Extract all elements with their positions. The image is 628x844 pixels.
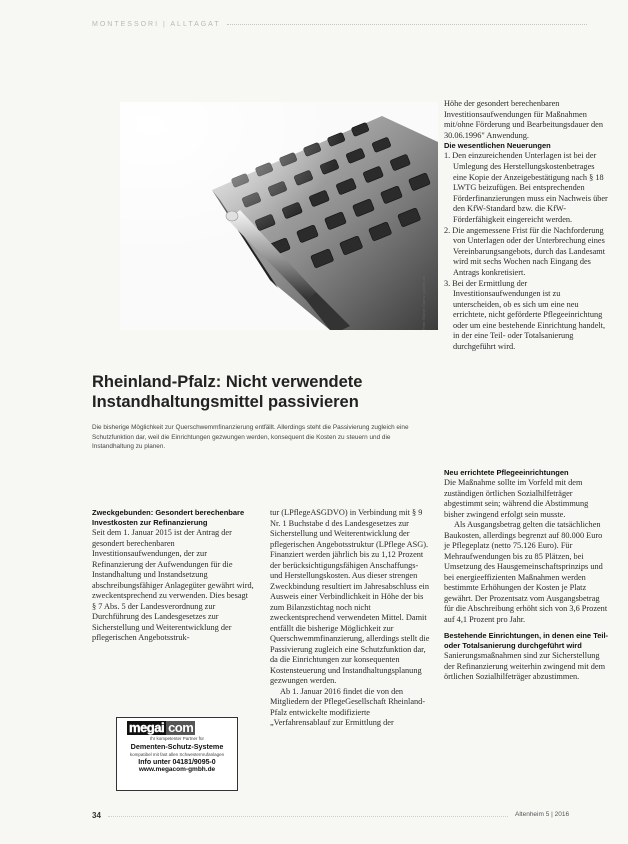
neuerungen-heading: Die wesentlichen Neuerungen: [444, 141, 551, 151]
logo-part-2: com: [168, 720, 194, 735]
ad-website-link[interactable]: www.megacom-gmbh.de: [138, 765, 216, 773]
title-line-2: Instandhaltungsmittel passivieren: [92, 393, 359, 411]
list-item: 1. Den einzureichenden Unterlagen ist bei der Umlegung des Herstellungskostenbetrages eine Kopie der Anzeigebestätigung nach § 18 LWTG beizufügen. Bei entsprechenden Förderfinanzierungen muss ein Nachweis über den KfW-Standard bzw. die KfW-Förderfähigkeit eingereicht werden.: [444, 151, 608, 224]
article-lead: Die bisherige Möglichkeit zur Querschwemmfinanzierung entfällt. Allerdings steht die Passivierung zugleich eine Schutzfunktion dar, weil die Einrichtungen gezwungen werden, konsequent die Kosten zu steuern und die Instandhaltung zu planen.: [92, 424, 409, 450]
col-b-paragraph-2: Ab 1. Januar 2016 findet die von den Mitgliedern der PflegeGesellschaft Rheinland-Pfalz entwickelte modifizierte „Verfahrensablauf zur Ermittlung der: [270, 686, 426, 727]
calculator-photo: [120, 102, 438, 330]
list-item: 3. Bei der Ermittlung der Investitionsaufwendungen ist zu unterscheiden, ob es sich um eine neu errichtete, nicht geförderte Pflegeeinrichtung oder um eine bestehende Einrichtung handelt, in der eine Teil- oder Totalsanierung durchgeführt wird.: [444, 278, 606, 352]
photo-credit: Foto: Rainer Sturm / pixelio.de: [421, 275, 426, 330]
col-c-heading-2: Bestehende Einrichtungen, in denen eine Teil- oder Totalsanierung durchgeführt wird: [444, 631, 609, 650]
footer-rule: [108, 816, 508, 817]
right-intro: Höhe der gesondert berechenbaren Investitionsaufwendungen für Maßnahmen mit/ohne Förderung und Bearbeitungsdauer den 30.06.1996" Anwendung.: [444, 99, 603, 140]
page-number: 34: [92, 811, 101, 820]
column-b: [270, 508, 432, 729]
title-line-1: Rheinland-Pfalz: Nicht verwendete: [92, 373, 363, 391]
col-c-paragraph-1: Die Maßnahme sollte im Vorfeld mit dem zuständigen örtlichen Sozialhilfeträger abgestimmt sein; während die Abstimmung bisher zwingend erfolgt sein musste.: [444, 478, 589, 519]
ad-tagline: Ihr kompetenter Partner für: [149, 736, 205, 741]
calculator-image: [120, 102, 438, 330]
section-label: MONTESSORI | ALLTAGAT: [92, 21, 221, 28]
column-a: [92, 508, 254, 644]
col-a-body: Seit dem 1. Januar 2015 ist der Antrag der gesondert berechenbaren Investitionsaufwendungen, der zur Refinanzierung der Aufwendungen für die Instandhaltung und Instandsetzung abschreibungsfähiger Anlagegüter gewährt wird, zweckentsprechend zu verwenden. Dies besagt § 7 Abs. 5 der Landesverordnung zur Durchführung des Landesgesetzes zur Sicherstellung und Weiterentwicklung der pflegerischen Angebotsstruk-: [92, 528, 254, 642]
logo-part-1: megai: [129, 720, 165, 735]
ad-compat: kompatibel mit fast allen Schwesternrufanlagen: [129, 752, 225, 757]
list-item: 2. Die angemessene Frist für die Nachforderung von Unterlagen oder der Unterbrechung eines Vereinbarungsangebots, durch das Landesamt wird mit sechs Wochen nach Eingang des Antrags konkretisiert.: [444, 225, 606, 277]
ad-phone: Info unter 04181/9095-0: [138, 758, 216, 766]
col-b-paragraph-1: tur (LPflegeASGDVO) in Verbindung mit § 9 Nr. 1 Buchstabe d des Landesgesetzes zur Sicherstellung und Weiterentwicklung der pflegerischen Angebotsstruktur (LPflege ASG). Finanziert werden jährlich bis zu 1,12 Prozent der berücksichtigungsfähigen Anschaffungs- und Herstellungskosten. Aus dieser strengen Zweckbindung resultiert im Jahresabschluss ein Ausweis einer Verbindlichkeit in Höhe der bis zum Bilanzstichtag noch nicht zweckentsprechend verwendeten Mittel. Damit entfällt die bisherige Möglichkeit zur Querschwemmfinanzierung, allerdings stellt die Passivierung zugleich eine Schutzfunktion dar, da die Einrichtungen zur konsequenten Kostensteuerung und Instandhaltungsplanung gezwungen werden.: [270, 508, 430, 685]
col-c-paragraph-3: Sanierungsmaßnahmen sind zur Sicherstellung der Refinanzierung weiterhin zwingend mit dem örtlichen Sozialhilfeträger abzustimmen.: [444, 651, 606, 681]
header-rule: [227, 24, 587, 25]
column-c: [444, 468, 610, 683]
col-a-heading: Zweckgebunden: Gesondert berechenbare Investkosten zur Refinanzierung: [92, 508, 245, 527]
right-top-column: [444, 99, 610, 353]
col-c-paragraph-2: Als Ausgangsbetrag gelten die tatsächlichen Baukosten, allerdings begrenzt auf 80.000 Euro je Pflegeplatz (netto 75.126 Euro). Für Mehraufwendungen bis zu 85 Plätzen, bei Umsetzung des Hausgemeinschaftsprinzips und bei energieeffizienten Maßnahmen werden bestimmte Erhöhungen der Kosten je Platz gewährt. Der Prozentsatz vom Ausgangsbetrag für die Abschreibung erhöht sich von 3,6 Prozent auf 4,1 Prozent pro Jahr.: [444, 520, 608, 624]
advertisement-box[interactable]: [116, 717, 238, 791]
neuerungen-list: [444, 151, 610, 352]
section-header: [92, 21, 612, 33]
ad-product: Dementen-Schutz-Systeme: [130, 742, 224, 751]
article-title: [92, 372, 432, 412]
col-c-heading-1: Neu errichtete Pflegeeinrichtungen: [444, 468, 569, 477]
issue-label: Altenheim 5 | 2016: [515, 811, 570, 818]
megacom-logo: [127, 721, 227, 735]
